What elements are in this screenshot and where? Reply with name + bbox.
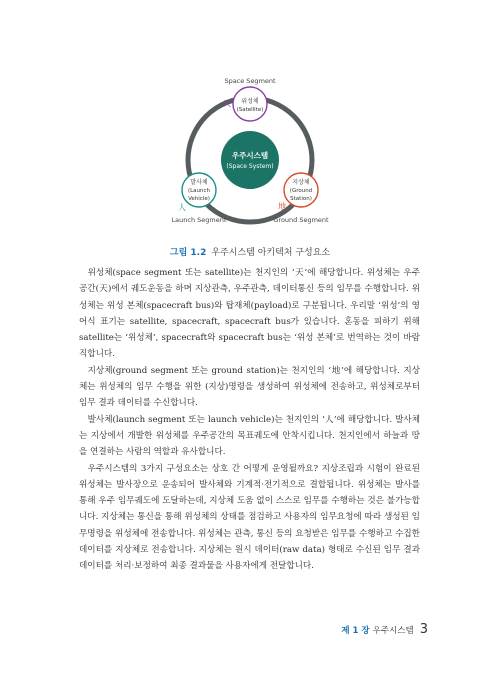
paragraph-operation: 우주시스템의 3가지 구성요소는 상호 간 어떻게 운영될까요? 지상조립과 시험이 완료된 위성체는 발사장으로 운송되어 발사체와 기계적·전기적으로 결합됩니다. 위성체는 발사를 통해 우주 임무궤도에 도달하는데, 지상체 도움 없이 스스로 임무를 수행하는 것은 불가능합니다. 지상체는 통신을 통해 위성체의 상태를 점검하고 사용자의 임무요청에 따라 생성된 임무명령을 위성체에 전송합니다. 위성체는 관측, 통신 등의 요청받은 임무를 수행하고 수집한 데이터를 지상체로 전송합니다. 지상체는 원시 데이터(raw data) 형태로 수신된 임무 결과 데이터를 처리·보정하여 최종 결과물을 사용자에게 전달합니다. [79,463,420,572]
launch-node-line-3: Vehicle) [188,196,210,202]
chapter-title: 우주시스템 [372,626,414,636]
figure-caption-text: 우주시스템 아키텍처 구성요소 [211,248,331,258]
paragraph-launch: 발사체(launch segment 또는 launch vehicle)는 천지인의 ‘人’에 해당합니다. 발사체는 지상에서 개발한 위성체를 우주공간의 목표궤도에 안착시킵니다. 천지인에서 하늘과 땅을 연결하는 사람의 역할과 유사합니다. [79,414,420,458]
chapter-number: 제 1 장 [341,626,370,636]
launch-node-line-2: (Launch [187,188,211,194]
architecture-diagram [0,0,500,240]
paragraph-satellite: 위성체(space segment 또는 satellite)는 천지인의 ‘天’에 해당합니다. 위성체는 우주공간(天)에서 궤도운동을 하며 지상관측, 우주관측, 데이터통신 등의 임무를 수행합니다. 위성체는 위성 본체(spacecraft bus)와 탑재체(payload)로 구분됩니다. 우리말 ‘위성’의 영어식 표기는 satellite, spacecraft, spacecraft bus가 있습니다. 혼동을 피하기 위해 satellite는 ‘위성체’, spacecraft와 spacecraft bus는 ‘위성 본체’로 번역하는 것이 바람직합니다. [79,268,420,360]
ground-node-line-2: (Ground [289,188,313,194]
chapter-label [341,624,413,636]
page-number: 3 [419,622,428,637]
body-text [79,265,420,575]
launch-node-line-1: 발사체 [190,179,208,186]
ground-node-line-3: Station) [290,196,312,202]
figure-number: 그림 1.2 [169,248,207,258]
satellite-node-line-1: 위성체 [241,98,259,105]
center-node-subtitle: (Space System) [226,163,274,170]
space-segment-label: Space Segment [224,77,276,85]
figure-caption [0,245,500,258]
paragraph-ground: 지상체(ground segment 또는 ground station)는 천지인의 ‘地’에 해당합니다. 지상체는 위성체의 임무 수행을 위한 (지상)명령을 생성하여 위성체에 전송하고, 위성체로부터 임무 결과 데이터를 수신합니다. [79,365,420,409]
page-footer [341,622,428,637]
ground-node-line-1: 지상체 [292,179,310,186]
ground-segment-label: Ground Segment [273,216,329,224]
center-node-title: 우주시스템 [231,151,269,160]
launch-hanja: 人 [178,203,186,212]
ground-hanja: 地 [278,202,286,211]
satellite-hanja: 天 [223,99,231,108]
launch-segment-label: Launch Segment [171,216,227,224]
center-node [221,131,279,189]
satellite-node-line-2: (Satellite) [236,107,264,113]
